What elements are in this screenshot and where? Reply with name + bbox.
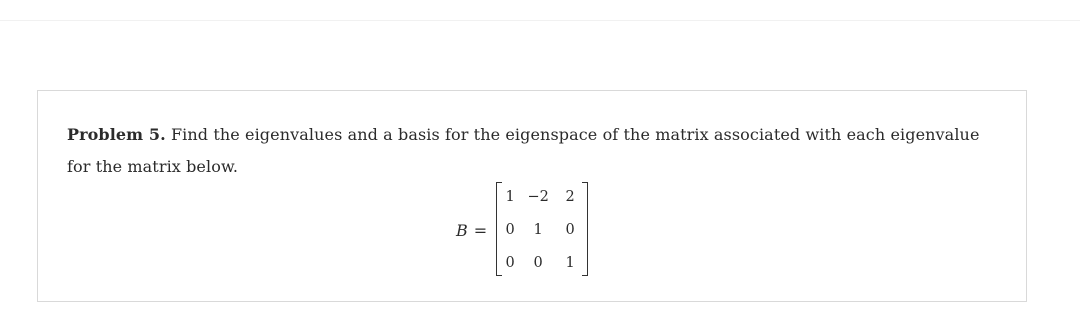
matrix-cell: 1: [505, 188, 515, 205]
matrix-grid: [502, 180, 582, 280]
problem-text-line-1: Find the eigenvalues and a basis for the eigenspace of the matrix associated with each eigenvalue: [170, 125, 980, 144]
right-bracket: [582, 182, 588, 276]
equals-sign: =: [473, 220, 488, 240]
matrix-cell: 1: [565, 254, 575, 271]
matrix-cell: 0: [505, 221, 515, 238]
matrix-cell: 0: [533, 254, 543, 271]
matrix-cell: 1: [533, 221, 543, 238]
problem-text-line-2: for the matrix below.: [67, 157, 239, 176]
matrix: [496, 180, 588, 280]
matrix-name: B: [456, 220, 468, 240]
matrix-cell: 0: [505, 254, 515, 271]
top-strip: [0, 0, 1080, 21]
problem-card: [37, 90, 1027, 302]
matrix-cell: −2: [527, 188, 549, 205]
matrix-cell: 0: [565, 221, 575, 238]
matrix-equation: [456, 180, 588, 280]
problem-statement: [67, 119, 1017, 183]
matrix-cell: 2: [565, 188, 575, 205]
problem-label: Problem 5.: [67, 125, 166, 144]
